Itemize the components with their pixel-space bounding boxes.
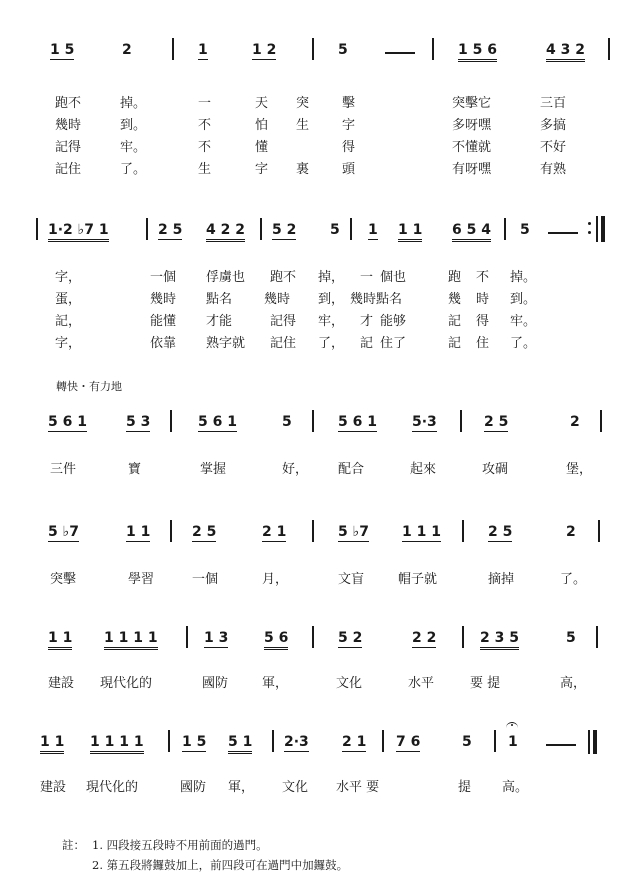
bar-line xyxy=(350,218,352,240)
bar-line xyxy=(170,410,172,432)
lyric: 記住 xyxy=(55,162,82,177)
note-group: 4 3 2 xyxy=(546,42,585,62)
lyric: 學習 xyxy=(128,572,155,587)
lyric: 記住 xyxy=(270,336,297,351)
bar-line xyxy=(36,218,38,240)
note-group: 1 xyxy=(508,734,518,750)
lyric: 記 xyxy=(360,336,374,351)
note-group: 5 xyxy=(330,222,340,238)
bar-line xyxy=(312,626,314,648)
bar-line xyxy=(260,218,262,240)
lyric: 到。 xyxy=(510,292,537,307)
tempo-mark: 轉快・有力地 xyxy=(56,380,122,393)
lyric: 了。 xyxy=(120,162,147,177)
footnote-label: 註： xyxy=(62,838,85,852)
lyric: 寶 xyxy=(128,462,142,477)
note-group: 1·2 ♭7 1 xyxy=(48,222,109,242)
note-group: 1 1 xyxy=(126,524,151,540)
lyric: 文盲 xyxy=(338,572,365,587)
lyric: 三件 xyxy=(50,462,77,477)
note-group: 1 1 xyxy=(398,222,422,242)
bar-line xyxy=(172,38,174,60)
note-group: 2 xyxy=(566,524,576,540)
note-group: 2 1 xyxy=(262,524,287,540)
lyric: 現代化的 xyxy=(100,676,153,691)
repeat-end-sign xyxy=(588,216,612,242)
hold-dash xyxy=(385,52,415,54)
bar-line xyxy=(504,218,506,240)
bar-line xyxy=(382,730,384,752)
lyric: 突 xyxy=(296,96,310,111)
lyric: 水平 要 xyxy=(336,780,380,795)
bar-line xyxy=(462,520,464,542)
note-group: 5 xyxy=(282,414,292,430)
bar-line xyxy=(312,38,314,60)
lyric: 軍， xyxy=(262,676,289,691)
lyric: 得 xyxy=(476,314,490,329)
lyric: 記 xyxy=(448,336,462,351)
lyric: 國防 xyxy=(180,780,207,795)
lyric: 幾時點名 xyxy=(350,292,403,307)
note-group: 6 5 4 xyxy=(452,222,491,242)
lyric: 幾 xyxy=(448,292,462,307)
lyric: 生 xyxy=(198,162,212,177)
lyric: 熟字就 xyxy=(206,336,246,351)
lyric: 配合 xyxy=(338,462,365,477)
note-group: 5 xyxy=(520,222,530,238)
lyric: 月， xyxy=(262,572,289,587)
lyric: 記 xyxy=(448,314,462,329)
note-group: 2 1 xyxy=(342,734,367,750)
bar-line xyxy=(596,626,598,648)
lyric: 不懂就 xyxy=(452,140,492,155)
lyric: 幾時 xyxy=(150,292,177,307)
note-group: 7 6 xyxy=(396,734,421,750)
bar-line xyxy=(494,730,496,752)
lyric: 不 xyxy=(198,140,212,155)
lyric: 掉。 xyxy=(510,270,537,285)
lyric: 怕 xyxy=(255,118,269,133)
lyric: 牢。 xyxy=(510,314,537,329)
bar-line xyxy=(598,520,600,542)
lyric: 記得 xyxy=(55,140,82,155)
lyric: 擊 xyxy=(342,96,356,111)
lyric: 建設 xyxy=(48,676,75,691)
lyric: 跑 xyxy=(448,270,462,285)
bar-line xyxy=(146,218,148,240)
lyric: 字， xyxy=(55,336,82,351)
lyric: 建設 xyxy=(40,780,67,795)
lyric: 字 xyxy=(255,162,269,177)
note-group: 5 ♭7 xyxy=(48,524,79,540)
lyric: 記得 xyxy=(270,314,297,329)
footnote-line-2: 2. 第五段將鑼鼓加上，前四段可在過門中加鑼鼓。 xyxy=(92,858,349,872)
lyric: 頭 xyxy=(342,162,356,177)
lyric: 軍， xyxy=(228,780,255,795)
lyric: 生 xyxy=(296,118,310,133)
note-group: 5 6 1 xyxy=(48,414,87,430)
note-group: 2 5 xyxy=(158,222,183,238)
hold-dash xyxy=(546,744,576,746)
lyric: 帽子就 xyxy=(398,572,438,587)
note-group: 5 6 xyxy=(264,630,288,650)
lyric: 牢， xyxy=(318,314,345,329)
lyric: 才 xyxy=(360,314,374,329)
bar-line xyxy=(312,410,314,432)
lyric: 不好 xyxy=(540,140,567,155)
note-group: 2·3 xyxy=(284,734,309,750)
lyric: 掌握 xyxy=(200,462,227,477)
lyric: 才能 xyxy=(206,314,233,329)
note-group: 2 xyxy=(122,42,132,58)
lyric: 字 xyxy=(342,118,356,133)
lyric: 摘掉 xyxy=(488,572,515,587)
bar-line xyxy=(432,38,434,60)
lyric: 文化 xyxy=(282,780,309,795)
note-group: 1 5 xyxy=(50,42,75,58)
lyric: 住 xyxy=(476,336,490,351)
lyric: 時 xyxy=(476,292,490,307)
lyric: 要 提 xyxy=(470,676,501,691)
lyric: 掉。 xyxy=(120,96,147,111)
final-bar-line xyxy=(588,730,600,754)
bar-line xyxy=(186,626,188,648)
lyric: 牢。 xyxy=(120,140,147,155)
lyric: 起來 xyxy=(410,462,437,477)
lyric: 裏 xyxy=(296,162,310,177)
lyric: 字， xyxy=(55,270,82,285)
lyric: 有熟 xyxy=(540,162,567,177)
footnote-line-1: 1. 四段接五段時不用前面的過門。 xyxy=(92,838,268,852)
note-group: 1 2 xyxy=(252,42,277,58)
note-group: 2 5 xyxy=(488,524,513,540)
note-group: 2 5 xyxy=(484,414,509,430)
bar-line xyxy=(272,730,274,752)
lyric: 跑不 xyxy=(270,270,297,285)
lyric: 住了 xyxy=(380,336,407,351)
note-group: 5 2 xyxy=(338,630,363,646)
bar-line xyxy=(608,38,610,60)
lyric: 一 xyxy=(360,270,374,285)
note-group: 1 5 6 xyxy=(458,42,497,62)
note-group: 5 xyxy=(338,42,348,58)
note-group: 1 3 xyxy=(204,630,229,646)
lyric: 得 xyxy=(342,140,356,155)
lyric: 提 xyxy=(458,780,472,795)
bar-line xyxy=(462,626,464,648)
lyric: 天 xyxy=(255,96,269,111)
note-group: 5 xyxy=(566,630,576,646)
lyric: 幾時 xyxy=(264,292,291,307)
lyric: 多搞 xyxy=(540,118,567,133)
note-group: 1 5 xyxy=(182,734,207,750)
note-group: 1 xyxy=(198,42,208,58)
lyric: 了。 xyxy=(560,572,587,587)
lyric: 國防 xyxy=(202,676,229,691)
lyric: 三百 xyxy=(540,96,567,111)
lyric: 記， xyxy=(55,314,82,329)
note-group: 1 1 1 1 xyxy=(90,734,144,754)
lyric: 現代化的 xyxy=(86,780,139,795)
lyric: 突擊 xyxy=(50,572,77,587)
note-group: 5 xyxy=(462,734,472,750)
lyric: 俘虜也 xyxy=(206,270,246,285)
note-group: 1 1 1 1 xyxy=(104,630,158,650)
lyric: 點名 xyxy=(206,292,233,307)
bar-line xyxy=(168,730,170,752)
lyric: 到。 xyxy=(120,118,147,133)
lyric: 高， xyxy=(560,676,587,691)
note-group: 4 2 2 xyxy=(206,222,245,242)
note-group: 2 5 xyxy=(192,524,217,540)
bar-line xyxy=(460,410,462,432)
lyric: 蛋， xyxy=(55,292,82,307)
lyric: 一個 xyxy=(192,572,219,587)
lyric: 水平 xyxy=(408,676,435,691)
lyric: 掉， xyxy=(318,270,345,285)
lyric: 懂 xyxy=(255,140,269,155)
note-group: 2 xyxy=(570,414,580,430)
lyric: 一 xyxy=(198,96,212,111)
note-group: 1 1 xyxy=(40,734,64,754)
hold-dash xyxy=(548,232,578,234)
lyric: 攻碉 xyxy=(482,462,509,477)
lyric: 不 xyxy=(476,270,490,285)
lyric: 一個 xyxy=(150,270,177,285)
note-group: 1 1 1 xyxy=(402,524,441,540)
note-group: 1 xyxy=(368,222,378,238)
note-group: 5 6 1 xyxy=(198,414,237,430)
note-group: 5 6 1 xyxy=(338,414,377,430)
lyric: 多呀嘿 xyxy=(452,118,492,133)
note-group: 5 1 xyxy=(228,734,252,754)
bar-line xyxy=(600,410,602,432)
note-group: 5 3 xyxy=(126,414,151,430)
lyric: 高。 xyxy=(502,780,529,795)
lyric: 了， xyxy=(318,336,345,351)
lyric: 幾時 xyxy=(55,118,82,133)
note-group: 1 1 xyxy=(48,630,72,650)
lyric: 到， xyxy=(318,292,345,307)
note-group: 5·3 xyxy=(412,414,437,430)
lyric: 堡， xyxy=(566,462,593,477)
lyric: 跑不 xyxy=(55,96,82,111)
note-group: 5 ♭7 xyxy=(338,524,369,540)
lyric: 個也 xyxy=(380,270,407,285)
bar-line xyxy=(312,520,314,542)
lyric: 突擊它 xyxy=(452,96,492,111)
lyric: 了。 xyxy=(510,336,537,351)
bar-line xyxy=(170,520,172,542)
lyric: 有呀嘿 xyxy=(452,162,492,177)
lyric: 不 xyxy=(198,118,212,133)
lyric: 能懂 xyxy=(150,314,177,329)
note-group: 2 2 xyxy=(412,630,437,646)
lyric: 文化 xyxy=(336,676,363,691)
lyric: 好， xyxy=(282,462,309,477)
fermata-icon xyxy=(506,722,518,729)
note-group: 5 2 xyxy=(272,222,297,238)
note-group: 2 3 5 xyxy=(480,630,519,650)
lyric: 依靠 xyxy=(150,336,177,351)
lyric: 能够 xyxy=(380,314,407,329)
